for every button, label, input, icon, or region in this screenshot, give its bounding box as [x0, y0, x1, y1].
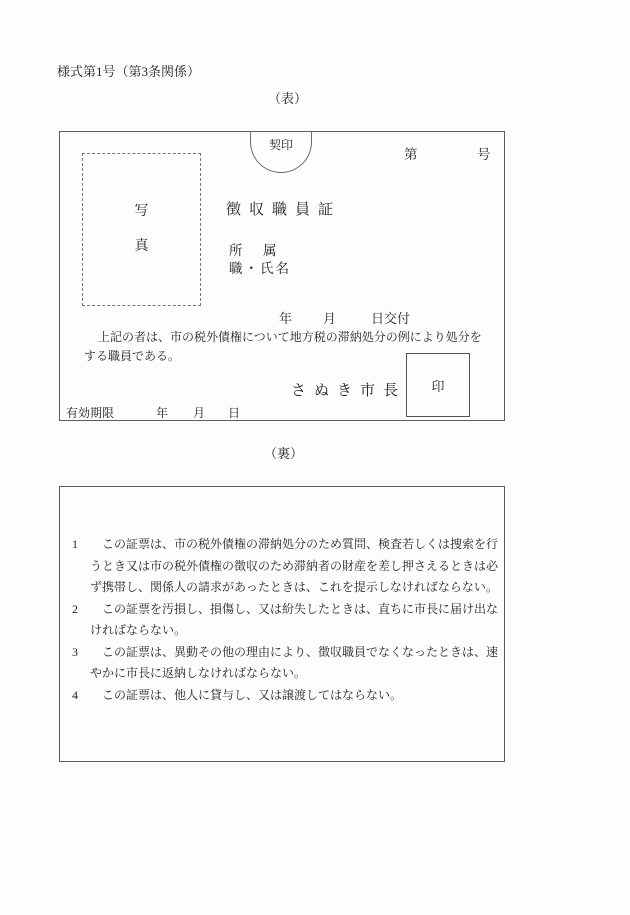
card-number-prefix: 第: [404, 147, 418, 162]
rule-text: この証票を汚損し、損傷し、又は紛失したときは、直ちに市長に届け出な: [102, 601, 499, 616]
rule-text: この証票は、市の税外債権の滞納処分のため質問、検査若しくは捜索を行: [102, 537, 499, 551]
rule-text: この証票は、異動その他の理由により、徴収職員でなくなったときは、速: [102, 644, 499, 659]
rule-number: 4: [72, 687, 78, 702]
rule-line: [72, 534, 499, 556]
front-side-label: （表）: [268, 91, 308, 106]
rule-line: ず携帯し、関係人の請求があったときは、これを提示しなければならない。: [90, 580, 498, 594]
tally-seal-mark: [250, 132, 312, 173]
statement-line-2: する職員である。: [84, 349, 181, 363]
rule-line: やかに市長に返納しなければならない。: [90, 666, 307, 680]
rule-line: [72, 685, 494, 707]
validity-year-label: 年: [156, 406, 169, 420]
rule-number: 2: [72, 601, 78, 616]
photo-placeholder-box: [82, 153, 201, 306]
rule-text: この証票は、他人に貸与し、又は譲渡してはならない。: [102, 687, 403, 702]
affiliation-label-left: 所: [229, 243, 243, 258]
front-card: [59, 131, 505, 421]
validity-label: 有効期限: [66, 406, 115, 420]
issue-month-label: 月: [323, 311, 337, 326]
issuer-name: さぬき市長: [291, 383, 407, 399]
card-title: 徴収職員証: [226, 202, 342, 218]
issue-year-label: 年: [279, 311, 293, 326]
affiliation-label-right: 属: [263, 243, 277, 258]
photo-label-char1: 写: [134, 204, 149, 219]
photo-label-char2: 真: [134, 239, 149, 254]
form-label: 様式第1号（第3条関係）: [57, 64, 201, 79]
rule-number: 1: [72, 537, 78, 551]
rule-line: ければならない。: [90, 623, 187, 637]
seal-placeholder-label: 印: [431, 378, 445, 394]
issue-day-label: 日交付: [371, 311, 411, 326]
back-side-label: （裏）: [264, 446, 304, 461]
validity-month-label: 月: [193, 406, 206, 420]
rule-number: 3: [72, 644, 78, 659]
back-card: [59, 486, 505, 762]
rule-line: [72, 599, 499, 621]
validity-day-label: 日: [228, 406, 241, 420]
card-number-suffix: 号: [477, 147, 491, 162]
tally-seal-label: 契印: [268, 138, 293, 152]
rule-line: うとき又は市の税外債権の徴収のため滞納者の財産を差し押さえるときは必: [90, 558, 499, 573]
statement-line-1: 上記の者は、市の税外債権について地方税の滞納処分の例により処分を: [98, 330, 482, 344]
position-name-label: 職・氏名: [229, 261, 291, 276]
rule-line: [72, 642, 499, 664]
seal-box: [406, 353, 470, 417]
